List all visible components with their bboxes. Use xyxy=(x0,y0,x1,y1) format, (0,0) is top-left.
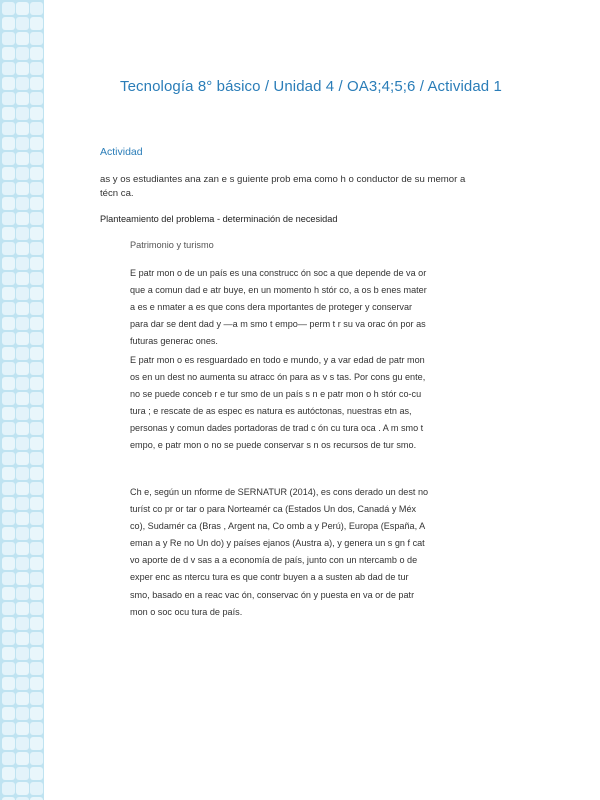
decorative-tile xyxy=(30,422,43,435)
decorative-tile xyxy=(30,737,43,750)
decorative-tile xyxy=(16,47,29,60)
decorative-tile xyxy=(30,602,43,615)
decorative-tile xyxy=(2,17,15,30)
decorative-tile xyxy=(2,557,15,570)
decorative-side-strip xyxy=(0,0,44,800)
decorative-tile xyxy=(30,542,43,555)
decorative-tile xyxy=(16,107,29,120)
decorative-tile xyxy=(2,467,15,480)
decorative-tile xyxy=(2,722,15,735)
decorative-tile xyxy=(2,602,15,615)
decorative-tile xyxy=(16,392,29,405)
decorative-tile xyxy=(2,242,15,255)
activity-label: Actividad xyxy=(100,146,143,158)
decorative-tile xyxy=(16,587,29,600)
decorative-tile xyxy=(16,452,29,465)
decorative-tile xyxy=(30,362,43,375)
decorative-tile xyxy=(30,722,43,735)
decorative-tile xyxy=(30,497,43,510)
decorative-tile xyxy=(30,197,43,210)
decorative-tile xyxy=(2,527,15,540)
decorative-tile xyxy=(2,482,15,495)
decorative-tile xyxy=(16,437,29,450)
decorative-tile xyxy=(30,227,43,240)
decorative-tile xyxy=(30,527,43,540)
decorative-tile xyxy=(16,137,29,150)
decorative-tile xyxy=(16,572,29,585)
decorative-tile xyxy=(30,137,43,150)
decorative-tile xyxy=(2,422,15,435)
decorative-tile xyxy=(16,377,29,390)
decorative-tile xyxy=(30,152,43,165)
decorative-tile xyxy=(2,662,15,675)
decorative-tile xyxy=(2,737,15,750)
decorative-tile xyxy=(2,617,15,630)
decorative-tile xyxy=(30,77,43,90)
decorative-tile xyxy=(2,572,15,585)
decorative-tile xyxy=(30,707,43,720)
decorative-tile xyxy=(30,242,43,255)
decorative-tile xyxy=(2,47,15,60)
activity-intro-text: as y os estudiantes ana zan e s guiente prob ema como h o conductor de su memor a técn ca. xyxy=(100,174,466,199)
decorative-tile xyxy=(2,122,15,135)
decorative-tile xyxy=(16,212,29,225)
decorative-tile xyxy=(16,77,29,90)
decorative-tile xyxy=(30,767,43,780)
decorative-tile xyxy=(16,2,29,15)
decorative-tile-pattern xyxy=(0,0,44,800)
decorative-tile xyxy=(2,107,15,120)
decorative-tile xyxy=(30,482,43,495)
decorative-tile xyxy=(2,332,15,345)
page-title: Tecnología 8° básico / Unidad 4 / OA3;4;5;6 / Actividad 1 xyxy=(120,78,502,95)
body-paragraph: E patr mon o es resguardado en todo e mundo, y a var edad de patr mon os en un dest no aumenta su atracc ón para as v s tas. Por cons gu ente, no se puede conceb r e tur smo de un país s n e patr mon o h stór co-cu tura ; e rescate de as espec es natura es autóctonas, nuestras etn as, personas y comun dades portadoras de trad c ón cu tura oca . A m smo t empo, e patr mon o no se puede conservar s n os recursos de tur smo. xyxy=(130,355,426,451)
decorative-tile xyxy=(2,512,15,525)
decorative-tile xyxy=(30,92,43,105)
decorative-tile xyxy=(30,557,43,570)
decorative-tile xyxy=(2,452,15,465)
decorative-tile xyxy=(16,152,29,165)
decorative-tile xyxy=(16,197,29,210)
decorative-tile xyxy=(16,407,29,420)
decorative-tile xyxy=(30,257,43,270)
decorative-tile xyxy=(16,602,29,615)
decorative-tile xyxy=(30,647,43,660)
decorative-tile xyxy=(16,707,29,720)
decorative-tile xyxy=(16,662,29,675)
decorative-tile xyxy=(16,512,29,525)
decorative-tile xyxy=(2,362,15,375)
decorative-tile xyxy=(2,257,15,270)
decorative-tile xyxy=(16,32,29,45)
decorative-tile xyxy=(30,302,43,315)
decorative-tile xyxy=(2,707,15,720)
decorative-tile xyxy=(16,542,29,555)
decorative-tile xyxy=(2,317,15,330)
decorative-tile xyxy=(30,347,43,360)
decorative-tile xyxy=(30,692,43,705)
decorative-tile xyxy=(30,62,43,75)
body-paragraph: Ch e, según un nforme de SERNATUR (2014), es cons derado un dest no turíst co pr or tar o para Norteamér ca (Estados Un dos, Canadá y Méx co), Sudamér ca (Bras , Argent na, Co omb a y Perú), Europa (España, A eman a y Re no Un do) y países ejanos (Austra a), y genera un s gn f cat vo aporte de d v sas a a economía de país, junto con un ntercamb o de exper enc as ntercu tura es que contr buyen a a susten ab dad de tur smo, basado en a reac vac ón, conservac ón y puesta en va or de patr mon o soc ocu tura de país. xyxy=(130,487,429,617)
decorative-tile xyxy=(2,62,15,75)
decorative-tile xyxy=(16,287,29,300)
decorative-tile xyxy=(2,782,15,795)
decorative-tile xyxy=(2,347,15,360)
decorative-tile xyxy=(30,287,43,300)
decorative-tile xyxy=(30,392,43,405)
decorative-tile xyxy=(30,662,43,675)
problem-heading: Planteamiento del problema - determinación de necesidad xyxy=(100,214,338,224)
decorative-tile xyxy=(2,2,15,15)
decorative-tile xyxy=(2,77,15,90)
decorative-tile xyxy=(2,32,15,45)
decorative-tile xyxy=(30,2,43,15)
decorative-tile xyxy=(30,122,43,135)
decorative-tile xyxy=(30,47,43,60)
decorative-tile xyxy=(16,482,29,495)
decorative-tile xyxy=(2,302,15,315)
decorative-tile xyxy=(2,407,15,420)
decorative-tile xyxy=(2,587,15,600)
problem-subheading: Patrimonio y turismo xyxy=(130,240,214,250)
decorative-tile xyxy=(30,617,43,630)
decorative-tile xyxy=(30,272,43,285)
decorative-tile xyxy=(16,257,29,270)
decorative-tile xyxy=(16,617,29,630)
decorative-tile xyxy=(30,167,43,180)
decorative-tile xyxy=(2,227,15,240)
decorative-tile xyxy=(30,182,43,195)
decorative-tile xyxy=(16,242,29,255)
decorative-tile xyxy=(16,62,29,75)
decorative-tile xyxy=(30,377,43,390)
decorative-tile xyxy=(30,32,43,45)
decorative-tile xyxy=(2,92,15,105)
decorative-tile xyxy=(2,677,15,690)
decorative-tile xyxy=(16,227,29,240)
decorative-tile xyxy=(2,287,15,300)
decorative-tile xyxy=(2,212,15,225)
decorative-tile xyxy=(16,17,29,30)
decorative-tile xyxy=(16,182,29,195)
decorative-tile xyxy=(16,782,29,795)
decorative-tile xyxy=(16,557,29,570)
decorative-tile xyxy=(16,767,29,780)
decorative-tile xyxy=(30,467,43,480)
decorative-tile xyxy=(2,632,15,645)
decorative-tile xyxy=(2,272,15,285)
body-paragraph: E patr mon o de un país es una construcc ón soc a que depende de va or que a comun dad e atr buye, en un momento h stór co, a os b enes mater a es e nmater a es que cons dera mportantes de proteger y conservar para dar se dent dad y —a m smo t empo— perm t r su va orac ón por as futuras generac ones. xyxy=(130,268,427,347)
decorative-tile xyxy=(30,437,43,450)
decorative-tile xyxy=(16,347,29,360)
decorative-tile xyxy=(30,407,43,420)
decorative-tile xyxy=(30,782,43,795)
decorative-tile xyxy=(2,152,15,165)
decorative-tile xyxy=(16,722,29,735)
decorative-tile xyxy=(16,752,29,765)
decorative-tile xyxy=(2,167,15,180)
decorative-tile xyxy=(16,362,29,375)
decorative-tile xyxy=(30,107,43,120)
decorative-tile xyxy=(2,767,15,780)
decorative-tile xyxy=(16,317,29,330)
decorative-tile xyxy=(16,167,29,180)
decorative-tile xyxy=(30,332,43,345)
decorative-tile xyxy=(2,377,15,390)
decorative-tile xyxy=(16,737,29,750)
decorative-tile xyxy=(16,632,29,645)
decorative-tile xyxy=(30,632,43,645)
decorative-tile xyxy=(16,647,29,660)
decorative-tile xyxy=(30,317,43,330)
decorative-tile xyxy=(16,692,29,705)
decorative-tile xyxy=(16,272,29,285)
decorative-tile xyxy=(2,182,15,195)
decorative-tile xyxy=(2,197,15,210)
decorative-tile xyxy=(2,692,15,705)
decorative-tile xyxy=(30,572,43,585)
decorative-tile xyxy=(16,332,29,345)
decorative-tile xyxy=(2,392,15,405)
decorative-tile xyxy=(30,452,43,465)
decorative-tile xyxy=(16,302,29,315)
decorative-tile xyxy=(2,647,15,660)
decorative-tile xyxy=(30,677,43,690)
decorative-tile xyxy=(16,527,29,540)
decorative-tile xyxy=(2,752,15,765)
decorative-tile xyxy=(2,542,15,555)
decorative-tile xyxy=(30,17,43,30)
decorative-tile xyxy=(16,92,29,105)
decorative-tile xyxy=(30,212,43,225)
decorative-tile xyxy=(16,422,29,435)
decorative-tile xyxy=(2,137,15,150)
decorative-tile xyxy=(16,677,29,690)
decorative-tile xyxy=(2,497,15,510)
decorative-tile xyxy=(16,122,29,135)
decorative-tile xyxy=(2,437,15,450)
decorative-tile xyxy=(16,497,29,510)
decorative-tile xyxy=(30,752,43,765)
decorative-tile xyxy=(30,512,43,525)
decorative-tile xyxy=(16,467,29,480)
decorative-tile xyxy=(30,587,43,600)
